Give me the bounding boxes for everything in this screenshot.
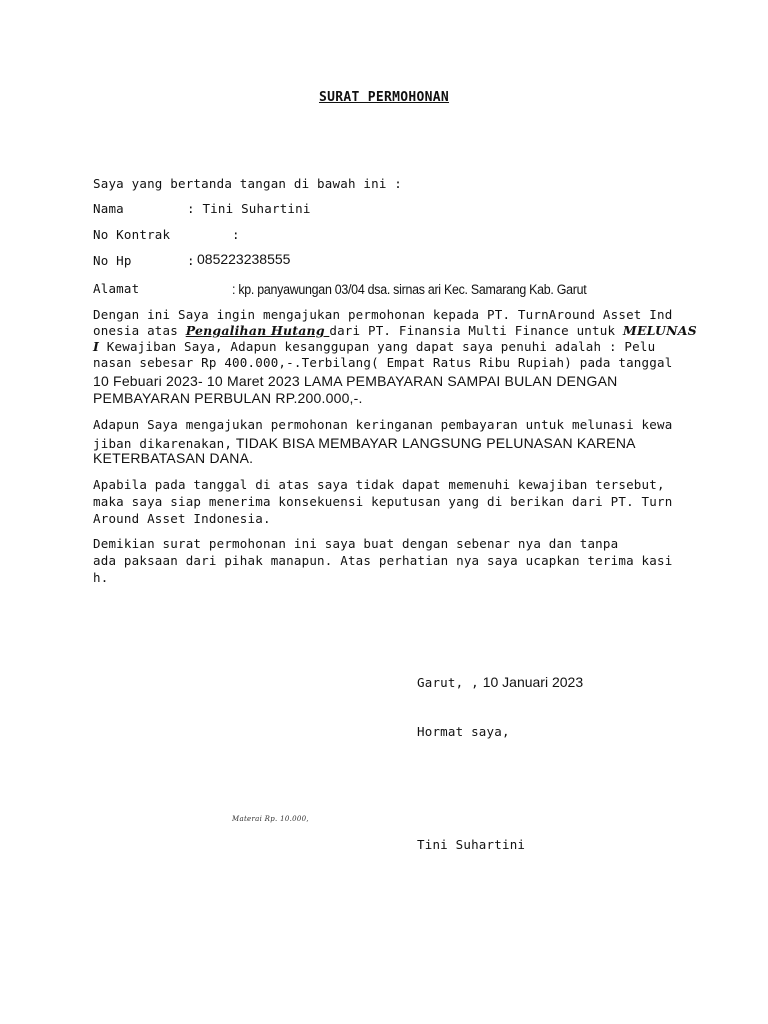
p1-line-4: nasan sebesar Rp 400.000,-.Terbilang( Empat Ratus Ribu Rupiah) pada tanggal [93, 355, 673, 370]
p1-line-3 [93, 339, 655, 354]
nama-value: : Tini Suhartini [187, 201, 311, 216]
p2-line-3: KETERBATASAN DANA. [93, 450, 254, 466]
p2-line-2-b: TIDAK BISA MEMBAYAR LANGSUNG PELUNASAN KARENA [232, 435, 636, 451]
closing-place: Garut, , [417, 675, 479, 690]
kontrak-value: : [232, 227, 240, 242]
p3-line-3: Around Asset Indonesia. [93, 511, 271, 526]
letter-title: SURAT PERMOHONAN [318, 90, 450, 105]
materai-stamp-label: Materai Rp. 10.000, [232, 815, 309, 823]
p1-line-2-a: onesia atas [93, 323, 186, 338]
hp-label: No Hp [93, 253, 132, 268]
p1-line-2-c: dari PT. Finansia Multi Finance untuk [329, 323, 623, 338]
melunas-emphasis: MELUNAS [622, 323, 697, 338]
closing-date: 10 Januari 2023 [478, 674, 584, 690]
kontrak-label: No Kontrak [93, 227, 171, 242]
alamat-value: : kp. panyawungan 03/04 dsa. sirnas ari Kec. Samarang Kab. Garut [232, 282, 587, 297]
p1-line-3-b: Kewajiban Saya, Adapun kesanggupan yang dapat saya penuhi adalah : Pelu [99, 339, 656, 354]
p4-line-1: Demikian surat permohonan ini saya buat dengan sebenar nya dan tanpa [93, 536, 619, 551]
p1-line-5: 10 Febuari 2023- 10 Maret 2023 LAMA PEMBAYARAN SAMPAI BULAN DENGAN [93, 373, 618, 389]
p4-line-3: h. [93, 570, 109, 585]
signer-name: Tini Suhartini [417, 837, 526, 852]
p1-line-2 [93, 323, 697, 338]
hp-value: 085223238555 [197, 251, 291, 267]
p1-line-6: PEMBAYARAN PERBULAN RP.200.000,-. [93, 390, 363, 406]
hp-colon: : [187, 253, 195, 268]
p4-line-2: ada paksaan dari pihak manapun. Atas perhatian nya saya ucapkan terima kasi [93, 553, 673, 568]
alamat-label: Alamat [93, 281, 140, 296]
p1-line-3-a: I [93, 339, 100, 354]
p2-line-2-a: jiban dikarenakan, [93, 436, 233, 451]
p3-line-2: maka saya siap menerima konsekuensi keputusan yang di berikan dari PT. Turn [93, 494, 673, 509]
intro-text: Saya yang bertanda tangan di bawah ini : [93, 176, 403, 191]
p1-line-1: Dengan ini Saya ingin mengajukan permohonan kepada PT. TurnAround Asset Ind [93, 307, 673, 322]
pengalihan-hutang-emphasis: Pengalihan Hutang [185, 323, 330, 338]
alamat-value-wrap [232, 279, 617, 298]
place-date-line [417, 672, 583, 691]
nama-label: Nama [93, 201, 124, 216]
p3-line-1: Apabila pada tanggal di atas saya tidak dapat memenuhi kewajiban tersebut, [93, 477, 665, 492]
closing-regards: Hormat saya, [417, 724, 510, 739]
p2-line-1: Adapun Saya mengajukan permohonan keringanan pembayaran untuk melunasi kewa [93, 417, 673, 432]
